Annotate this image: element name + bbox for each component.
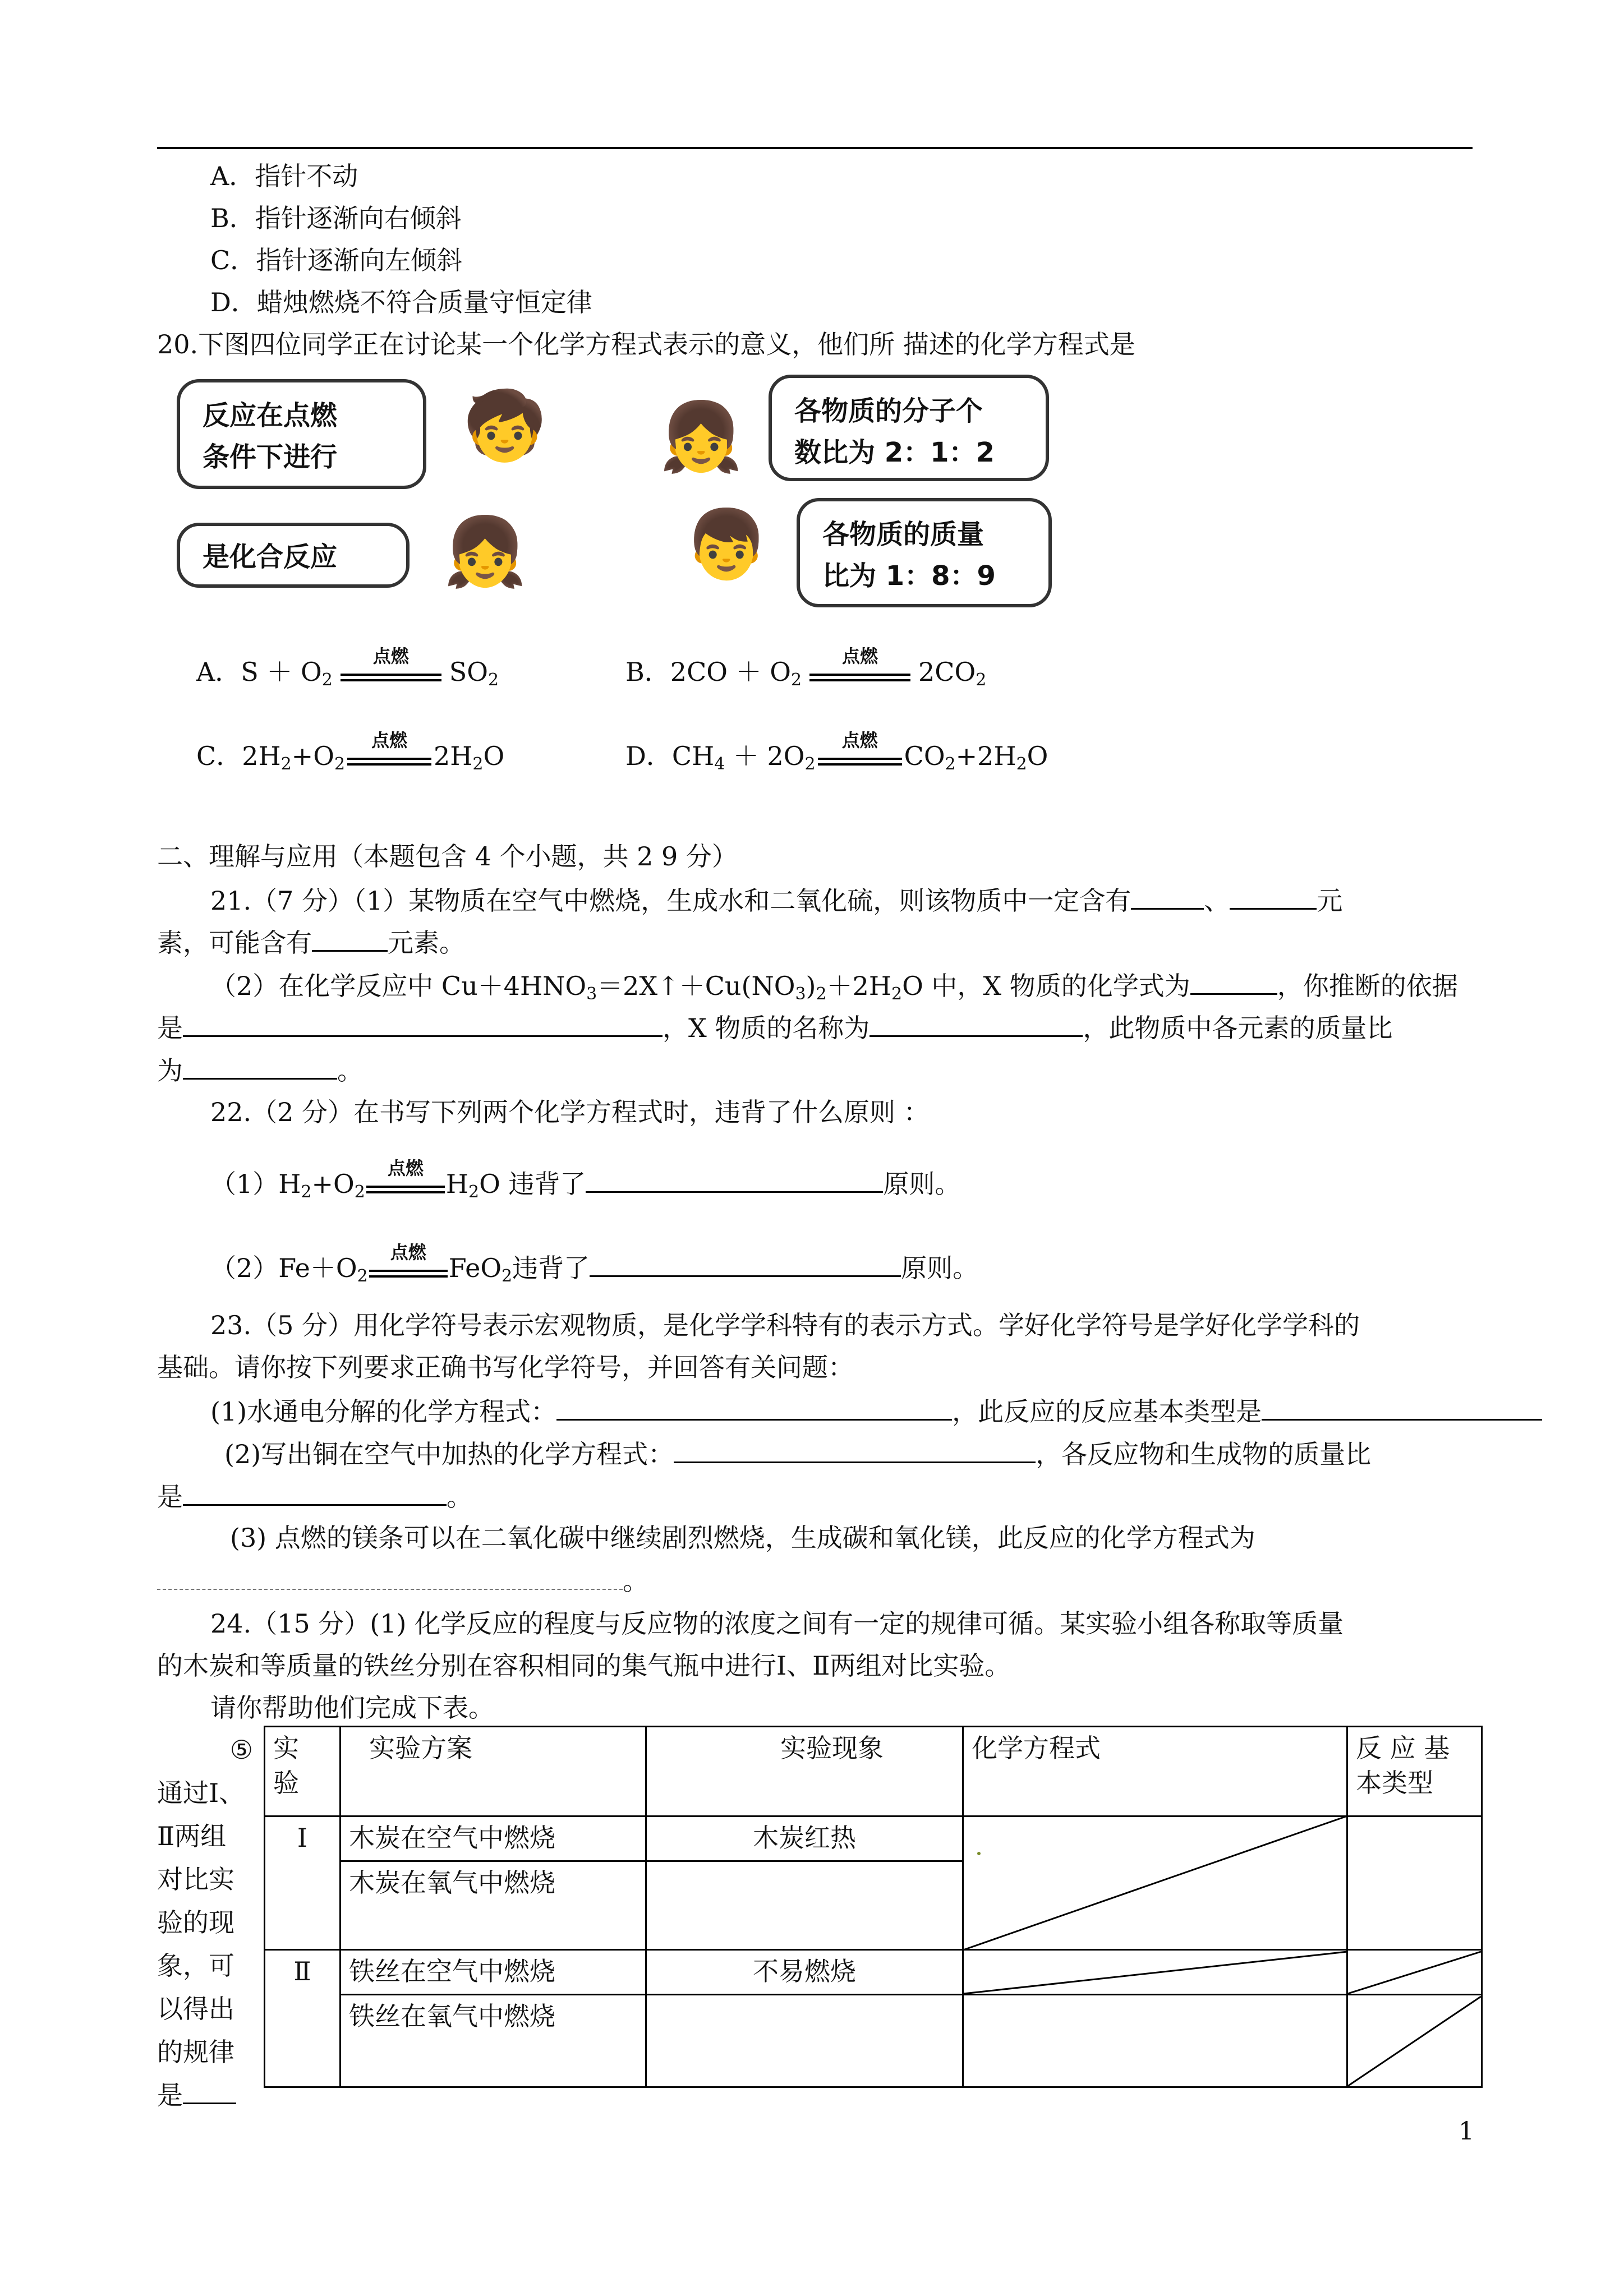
reaction-arrow: 点燃: [341, 661, 441, 687]
q21-line-1: 21.（7 分）（1）某物质在空气中燃烧，生成水和二氧化硫，则该物质中一定含有 、 元: [210, 882, 1342, 918]
q21-line-2: 素，可能含有 元素。: [157, 924, 465, 960]
q21-line-4: 是 ，X 物质的名称为 ，此物质中各元素的质量比: [157, 1009, 1392, 1045]
page-number: 1: [1459, 2117, 1474, 2146]
q23-line-1: 23.（5 分）用化学符号表示宏观物质，是化学学科特有的表示方式。学好化学符号是学好化学学科的: [210, 1310, 1360, 1340]
q24-line-3: 请你帮助他们完成下表。: [210, 1693, 494, 1723]
section-2-header: 二、理解与应用（本题包含 4 个小题，共 2 9 分）: [157, 841, 738, 872]
header-exp: 实 验: [265, 1727, 341, 1816]
bubble-1-line-2: 条件下进行: [203, 441, 338, 473]
student-3-icon: 👧: [443, 513, 527, 591]
row-3-plan: 铁丝在空气中燃烧: [341, 1950, 646, 1995]
q24-side-text: ⑤ 通过Ⅰ、 Ⅱ两组 对比实 验的现 象，可 以得出 的规律 是: [157, 1735, 253, 2110]
diagonal-row-3-equation: [963, 1952, 1347, 1994]
q22-item-2: $(2)Fe+O_2$ 点燃 FeO$_2$违背了 原则。: [210, 1242, 979, 1286]
student-1-icon: 🧒: [463, 387, 547, 465]
bubble-1-line-1: 反应在点燃: [203, 400, 338, 431]
row-2-plan: 木炭在氧气中燃烧: [341, 1861, 646, 1950]
group-2-label: Ⅱ: [265, 1950, 341, 2087]
header-phenomenon: 实验现象: [646, 1727, 963, 1816]
student-2-icon: 👧: [659, 398, 743, 476]
bubble-4-line-1: 各物质的质量: [822, 519, 984, 550]
q20-stem: 20.下图四位同学正在讨论某一个化学方程式表示的意义，他们所 描述的化学方程式是: [157, 329, 1135, 359]
student-4-icon: 👦: [684, 506, 769, 584]
q20-option-d: D．$CH_4 + 2O_2$ 点燃 $CO_2+2H_2O$: [625, 730, 1048, 774]
reaction-arrow: 点燃: [818, 745, 902, 771]
q19-option-c: C．指针逐渐向左倾斜: [210, 245, 463, 275]
bubble-4-line-2: 比为 1：8：9: [822, 560, 996, 592]
row-1-phenomenon: 木炭红热: [646, 1816, 963, 1861]
q23-line-6: (3) 点燃的镁条可以在二氧化碳中继续剧烈燃烧，生成碳和氧化镁，此反应的化学方程式为: [230, 1523, 1255, 1553]
q20-option-a: A．$S + O_2$ 点燃 $SO_2$: [196, 646, 499, 690]
reaction-arrow: 点燃: [347, 745, 431, 771]
q23-line-4: (2)写出铜在空气中加热的化学方程式： ，各反应物和生成物的质量比: [224, 1436, 1371, 1471]
q19-option-b: B．指针逐渐向右倾斜: [210, 203, 462, 233]
diagonal-row-4-type: [1347, 1997, 1481, 2086]
group-1-label: Ⅰ: [265, 1816, 341, 1950]
q19-option-d: D．蜡烛燃烧不符合质量守恒定律: [210, 287, 592, 317]
diagonal-group-1-equation: [963, 1816, 1347, 1950]
q22-item-1: $(1)H_2+O_2$ 点燃 $H_2O$ 违背了 原则。: [210, 1158, 961, 1202]
bubble-3-line-1: 是化合反应: [203, 541, 338, 573]
q20-option-c: C．$2H_2+O_2$ 点燃 $2H_2O$: [196, 730, 505, 774]
q23-line-5: 是 。: [157, 1478, 472, 1514]
q20-option-b: B．$2CO + O_2$ 点燃 $2CO_2$: [625, 646, 987, 690]
header-plan: 实验方案: [341, 1727, 646, 1816]
q21-line-5: 为 。: [157, 1052, 363, 1087]
row-3-phenomenon: 不易燃烧: [646, 1950, 963, 1995]
header-reaction-type: 反 应 基 本类型: [1347, 1727, 1482, 1816]
reaction-arrow: 点燃: [366, 1173, 445, 1199]
bubble-2-line-1: 各物质的分子个: [794, 395, 983, 427]
bubble-2-line-2: 数比为 2：1：2: [794, 437, 995, 468]
diagonal-row-3-type: [1347, 1952, 1481, 1994]
q23-line-3: (1)水通电分解的化学方程式： ，此反应的反应基本类型是: [210, 1393, 1542, 1428]
row-1-plan: 木炭在空气中燃烧: [341, 1816, 646, 1861]
reaction-arrow: 点燃: [809, 661, 910, 687]
q21-line-3: （2）在化学反应中 $Cu+4HNO_3=2X↑+Cu(NO_3)_2+2H_2O$ 中，X 物质的化学式为 ，你推断的依据: [210, 967, 1458, 1011]
row-4-plan: 铁丝在氧气中燃烧: [341, 1995, 646, 2087]
q23-line-2: 基础。请你按下列要求正确书写化学符号，并回答有关问题：: [157, 1352, 854, 1382]
q22-stem: 22.（2 分）在书写下列两个化学方程式时，违背了什么原则 ：: [210, 1097, 930, 1127]
header-equation: 化学方程式: [963, 1727, 1347, 1816]
q23-line-7: 。: [157, 1563, 648, 1598]
q24-line-2: 的木炭和等质量的铁丝分别在容积相同的集气瓶中进行Ⅰ、Ⅱ两组对比实验。: [157, 1650, 1011, 1681]
stray-dot: [977, 1852, 981, 1855]
reaction-arrow: 点燃: [369, 1257, 448, 1283]
q24-line-1: 24.（15 分）(1) 化学反应的程度与反应物的浓度之间有一定的规律可循。某实验小组各称取等质量: [210, 1608, 1344, 1639]
q19-option-a: A．指针不动: [210, 161, 358, 191]
